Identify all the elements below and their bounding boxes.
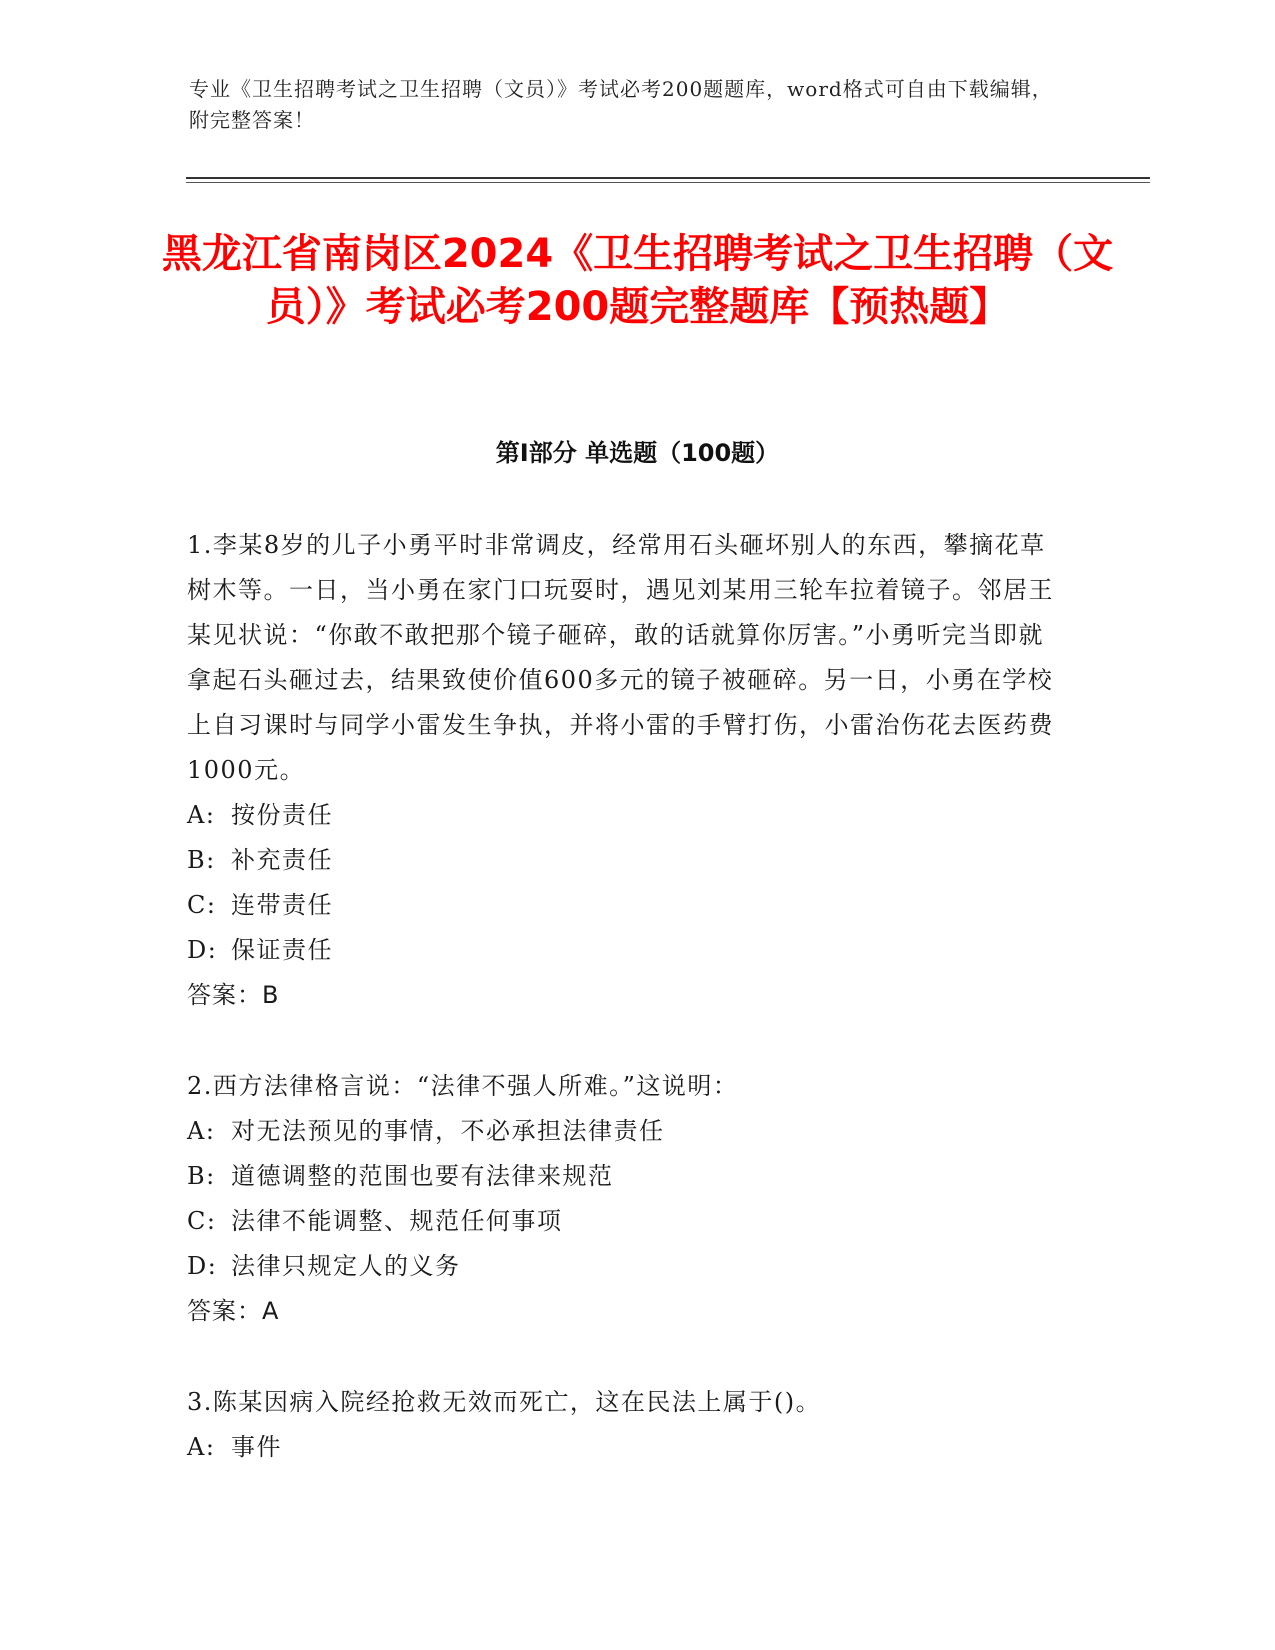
question-1 — [187, 523, 1067, 1018]
question-2 — [187, 1064, 1067, 1334]
question-text: 1.李某8岁的儿子小勇平时非常调皮，经常用石头砸坏别人的东西，攀摘花草树木等。一日，当小勇在家门口玩耍时，遇见刘某用三轮车拉着镜子。邻居王某见状说：“你敢不敢把那个镜子砸碎，敢的话就算你厉害。”小勇听完当即就拿起石头砸过去，结果致使价值600多元的镜子被砸碎。另一日，小勇在学校上自习课时与同学小雷发生争执，并将小雷的手臂打伤，小雷治伤花去医药费1000元。 — [187, 531, 1054, 784]
question-spacer — [187, 1018, 1067, 1064]
option-d — [187, 1244, 1067, 1289]
header-divider-thick — [186, 177, 1150, 179]
option-text: 道德调整的范围也要有法律来规范 — [231, 1162, 614, 1190]
option-text: 连带责任 — [231, 891, 333, 919]
option-text: 事件 — [231, 1433, 282, 1461]
option-c — [187, 1199, 1067, 1244]
option-a — [187, 793, 1067, 838]
answer: 答案：A — [187, 1297, 280, 1325]
option-text: 保证责任 — [231, 936, 333, 964]
option-b — [187, 1154, 1067, 1199]
option-a — [187, 1109, 1067, 1154]
option-key: A: — [187, 1117, 216, 1145]
question-spacer — [187, 1334, 1067, 1380]
option-text: 按份责任 — [231, 801, 333, 829]
option-a — [187, 1425, 1067, 1470]
question-text: 2.西方法律格言说：“法律不强人所难。”这说明： — [187, 1072, 739, 1100]
option-b — [187, 838, 1067, 883]
option-key: B: — [187, 1162, 216, 1190]
question-3 — [187, 1380, 1067, 1470]
question-list — [187, 523, 1067, 1470]
option-key: A: — [187, 1433, 216, 1461]
option-key: B: — [187, 846, 216, 874]
section-title: 第I部分 单选题（100题） — [495, 439, 780, 467]
header-divider-thin — [186, 182, 1150, 183]
document-title: 黑龙江省南岗区2024《卫生招聘考试之卫生招聘（文员）》考试必考200题完整题库【预热题】 — [161, 231, 1114, 330]
option-key: C: — [187, 1207, 217, 1235]
option-text: 补充责任 — [231, 846, 333, 874]
option-text: 对无法预见的事情，不必承担法律责任 — [231, 1117, 665, 1145]
option-key: D: — [187, 936, 218, 964]
option-c — [187, 883, 1067, 928]
option-d — [187, 928, 1067, 973]
option-key: C: — [187, 891, 217, 919]
option-key: D: — [187, 1252, 218, 1280]
option-text: 法律不能调整、规范任何事项 — [231, 1207, 563, 1235]
header-note: 专业《卫生招聘考试之卫生招聘（文员）》考试必考200题题库，word格式可自由下载编辑，附完整答案！ — [189, 77, 1053, 132]
option-key: A: — [187, 801, 216, 829]
question-text: 3.陈某因病入院经抢救无效而死亡，这在民法上属于()。 — [187, 1388, 822, 1416]
option-text: 法律只规定人的义务 — [231, 1252, 461, 1280]
answer: 答案：B — [187, 981, 280, 1009]
